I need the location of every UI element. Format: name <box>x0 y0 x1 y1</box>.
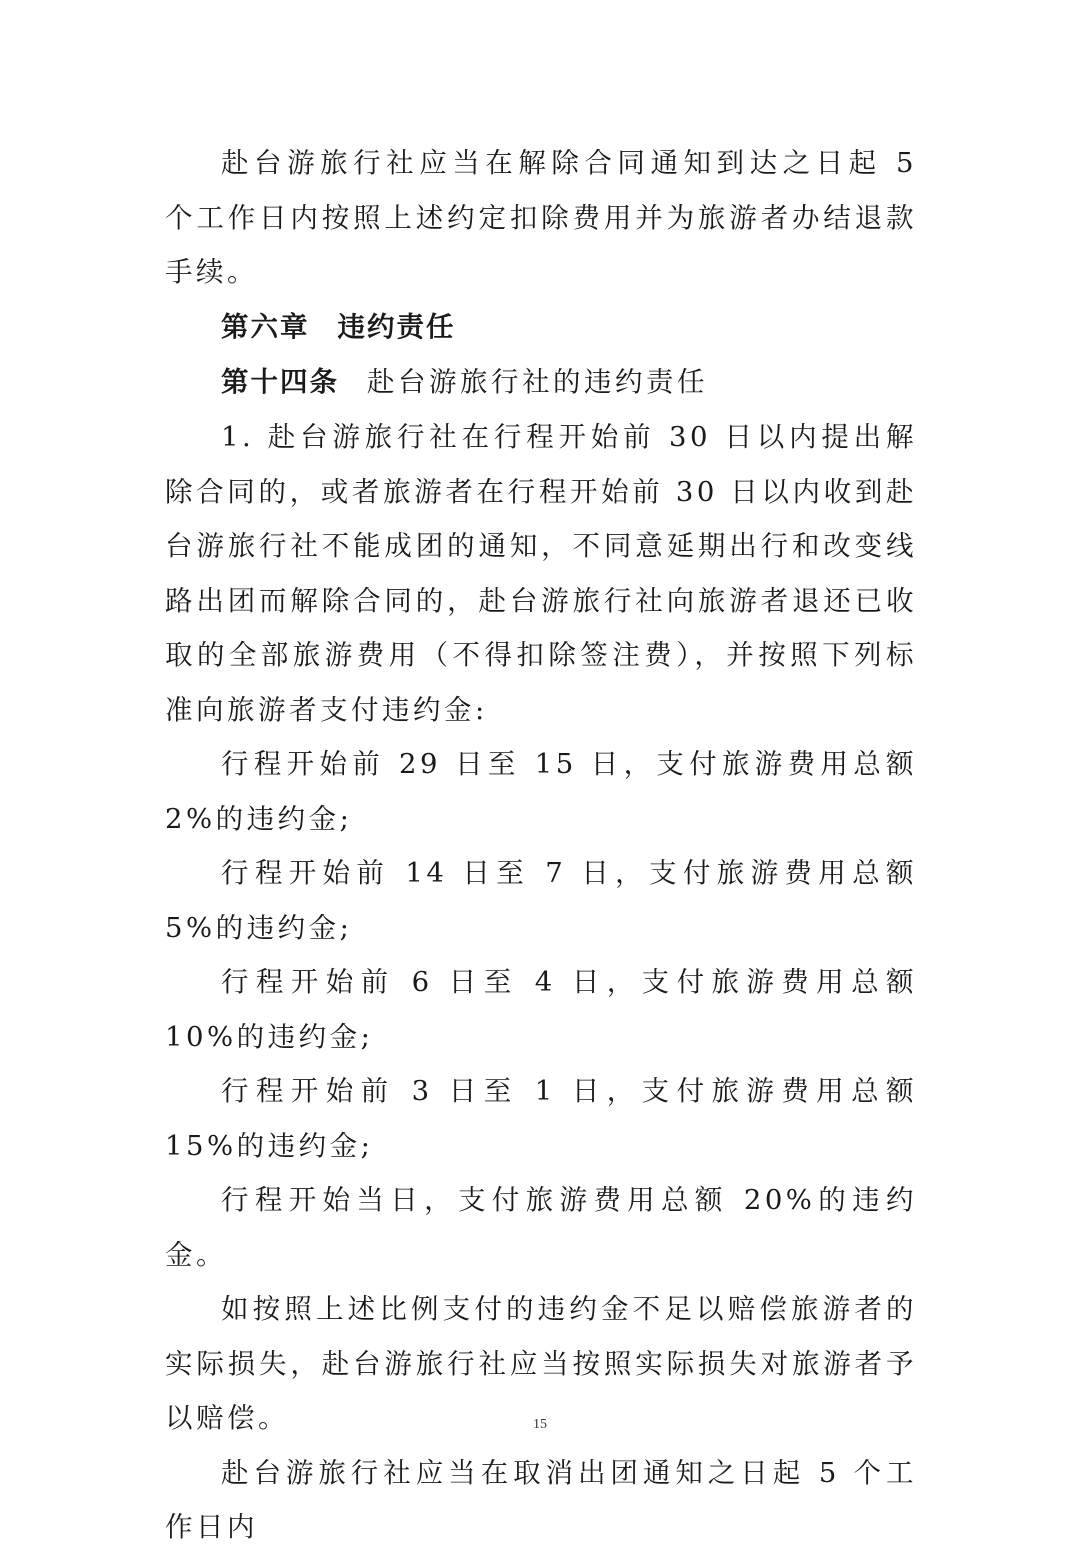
article-body <box>165 410 917 1555</box>
chapter-title: 违约责任 <box>337 311 456 343</box>
chapter-heading <box>165 300 917 355</box>
article-number: 第十四条 <box>221 366 339 398</box>
paragraph-penalty-3-1: 行程开始前 3 日至 1 日，支付旅游费用总额 15%的违约金; <box>165 1075 917 1162</box>
paragraph-clause-1: 1. 赴台游旅行社在行程开始前 30 日以内提出解除合同的，或者旅游者在行程开始前 30 日以内收到赴台游旅行社不能成团的通知，不同意延期出行和改变线路出团而解除合同的，赴台游旅行社向旅游者退还已收取的全部旅游费用（不得扣除签注费），并按照下列标准向旅游者支付违约金: <box>165 421 917 726</box>
paragraph-text: 赴台游旅行社应当在解除合同通知到达之日起 5 个工作日内按照上述约定扣除费用并为旅游者办结退款手续。 <box>165 147 917 288</box>
paragraph-cancel-notice: 赴台游旅行社应当在取消出团通知之日起 5 个工作日内 <box>165 1456 917 1543</box>
page-number: 15 <box>533 1417 547 1432</box>
paragraph-penalty-same-day: 行程开始当日，支付旅游费用总额 20%的违约金。 <box>165 1184 917 1271</box>
article-title: 赴台游旅行社的违约责任 <box>367 366 708 398</box>
article-heading <box>165 355 917 410</box>
paragraph-penalty-29-15: 行程开始前 29 日至 15 日，支付旅游费用总额 2%的违约金; <box>165 748 917 835</box>
chapter-number: 第六章 <box>221 311 310 343</box>
paragraph-penalty-6-4: 行程开始前 6 日至 4 日，支付旅游费用总额 10%的违约金; <box>165 966 917 1053</box>
paragraph-refund-deadline <box>165 136 917 300</box>
paragraph-penalty-14-7: 行程开始前 14 日至 7 日，支付旅游费用总额 5%的违约金; <box>165 857 917 944</box>
paragraph-actual-loss: 如按照上述比例支付的违约金不足以赔偿旅游者的实际损失，赴台游旅行社应当按照实际损失对旅游者予以赔偿。 <box>165 1293 917 1434</box>
